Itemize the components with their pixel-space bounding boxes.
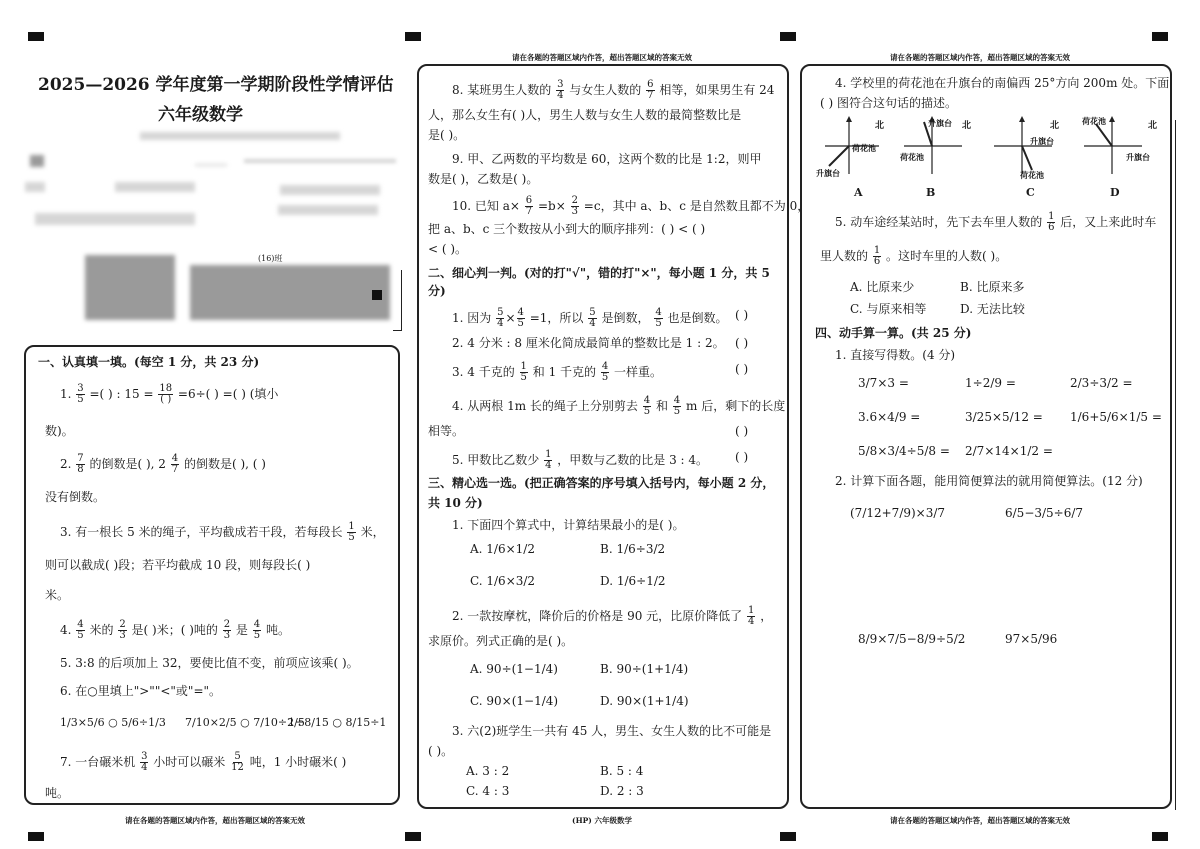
q1-7: 7. 一台碾米机 $\frac{3}{4}$ 小时可以碾米 $\frac{5}{12}$ 吨，1 小时碾米( ) [60, 751, 347, 773]
calc-expr: (7/12+7/9)×3/7 [850, 506, 946, 520]
choice-3-opt[interactable]: D. 2 : 3 [600, 784, 644, 798]
choice-5: 5. 动车途经某站时，先下去车里人数的 $\frac{1}{6}$ 后，又上来此时车 [835, 211, 1157, 233]
section-4-sub2: 2. 计算下面各题，能用简便算法的就用简便算法。(12 分) [835, 474, 1143, 488]
bracket-line [393, 270, 402, 331]
footer-center: (HP) 六年级数学 [572, 816, 632, 825]
diagram-label-b[interactable]: B [926, 186, 936, 199]
compass-place-label: 荷花池 [1082, 116, 1106, 126]
section-3-heading-cont: 共 10 分) [428, 496, 483, 510]
judge-1: 1. 因为 $\frac{5}{4}$ × $\frac{4}{5}$ =1，所以 $\frac{5}{4}$ 是倒数， $\frac{4}{5}$ 也是倒数。 [452, 307, 728, 329]
q1-3: 3. 有一根长 5 米的绳子，平均截成若干段，若每段长 $\frac{1}{5}$ 米， [60, 521, 385, 543]
choice-2-opt[interactable]: A. 90÷(1−1/4) [470, 662, 558, 676]
choice-2: 2. 一款按摩枕，降价后的价格是 90 元，比原价降低了 $\frac{1}{4}$ ， [452, 605, 773, 627]
section-2-heading-cont: 分) [428, 284, 446, 298]
registration-mark [405, 832, 421, 841]
q1-7-cont: 吨。 [45, 786, 70, 800]
choice-3-opt[interactable]: C. 4 : 3 [466, 784, 510, 798]
judge-5: 5. 甲数比乙数少 $\frac{1}{4}$ ，甲数与乙数的比是 3 : 4。 [452, 449, 709, 471]
q1-9-cont: 数是( )，乙数是( )。 [428, 172, 539, 186]
compass-north-label: 北 [1050, 121, 1060, 131]
choice-5-opt[interactable]: D. 无法比较 [960, 302, 1025, 316]
q1-10-cont: 把 a、b、c 三个数按从小到大的顺序排列：( ) < ( ) [428, 222, 706, 236]
q1-6-expr: 1÷8/15 ○ 8/15÷1 [288, 716, 387, 729]
q1-10: 10. 已知 a× $\frac{6}{7}$ =b× $\frac{2}{3}$ =c，其中 a、b、c 是自然数且都不为 0， [452, 195, 810, 217]
answer-area-notice: 请在各题的答题区域内作答，超出答题区域的答案无效 [890, 53, 1070, 62]
q1-8-cont: 人，那么女生有( )人，男生人数与女生人数的最简整数比是 [428, 108, 742, 122]
redacted-info [195, 164, 227, 166]
calc-item: 2/3÷3/2 = [1070, 376, 1133, 390]
choice-2-opt[interactable]: D. 90×(1+1/4) [600, 694, 689, 708]
calc-item: 3.6×4/9 = [858, 410, 921, 424]
judge-mark[interactable]: ( ) [735, 450, 749, 464]
diagram-label-d[interactable]: D [1110, 186, 1120, 199]
judge-mark[interactable]: ( ) [735, 336, 749, 350]
choice-3: 3. 六(2)班学生一共有 45 人，男生、女生人数的比不可能是 [452, 724, 772, 738]
compass-place-label: 荷花池 [852, 143, 876, 153]
marker-square [372, 290, 382, 300]
section-1-panel [24, 345, 400, 805]
registration-mark [780, 832, 796, 841]
compass-place-label: 升旗台 [1126, 152, 1150, 162]
registration-mark [1152, 832, 1168, 841]
choice-1-opt[interactable]: B. 1/6÷3/2 [600, 542, 666, 556]
section-1-heading: 一、认真填一填。(每空 1 分，共 23 分) [38, 355, 260, 369]
q1-6-expr: 7/10×2/5 ○ 7/10÷2/5 [185, 716, 305, 729]
compass-diagram-c [988, 116, 1058, 178]
choice-2-cont: 求原价。列式正确的是( )。 [428, 634, 574, 648]
redacted-info [278, 205, 378, 215]
calc-expr: 6/5−3/5÷6/7 [1005, 506, 1084, 520]
calc-expr: 8/9×7/5−8/9÷5/2 [858, 632, 966, 646]
q1-6-expr: 1/3×5/6 ○ 5/6÷1/3 [60, 716, 166, 729]
q1-2-cont: 没有倒数。 [45, 490, 106, 504]
q1-1: 1. $\frac{3}{5}$ =( ) : 15 = 18 ( ) =6÷( ) =( ) (填小 [60, 383, 279, 405]
calc-item: 3/25×5/12 = [965, 410, 1043, 424]
section-4-sub1: 1. 直接写得数。(4 分) [835, 348, 956, 362]
diagram-label-a[interactable]: A [854, 186, 863, 199]
class-label: (16)班 [258, 254, 283, 263]
registration-mark [1152, 32, 1168, 41]
redacted-info [85, 255, 175, 320]
choice-3-opt[interactable]: B. 5 : 4 [600, 764, 644, 778]
judge-2: 2. 4 分米 : 8 厘米化简成最简单的整数比是 1 : 2。 [452, 336, 725, 350]
choice-1-opt[interactable]: C. 1/6×3/2 [470, 574, 536, 588]
judge-mark[interactable]: ( ) [735, 308, 749, 322]
section-3-heading: 三、精心选一选。(把正确答案的序号填入括号内，每小题 2 分， [428, 476, 775, 490]
q1-4: 4. $\frac{4}{5}$ 米的 $\frac{2}{3}$ 是( )米；( )吨的 $\frac{2}{3}$ 是 $\frac{4}{5}$ 吨。 [60, 619, 290, 641]
judge-4-cont: 相等。 [428, 424, 465, 438]
calc-item: 3/7×3 = [858, 376, 909, 390]
answer-area-notice: 请在各题的答题区域内作答，超出答题区域的答案无效 [125, 816, 305, 825]
calc-expr: 97×5/96 [1005, 632, 1058, 646]
q1-9: 9. 甲、乙两数的平均数是 60，这两个数的比是 1:2，则甲 [452, 152, 762, 166]
judge-3: 3. 4 千克的 $\frac{1}{5}$ 和 1 千克的 $\frac{4}{5}$ 一样重。 [452, 361, 663, 383]
compass-place-label: 升旗台 [928, 118, 952, 128]
section-2-heading: 二、细心判一判。(对的打"√"，错的打"×"，每小题 1 分，共 5 [428, 266, 770, 280]
redacted-info [35, 213, 195, 225]
compass-north-label: 北 [875, 121, 885, 131]
exam-title: 2025—2026 学年度第一学期阶段性学情评估 [38, 75, 394, 95]
q1-3-cont2: 米。 [45, 588, 70, 602]
registration-mark [28, 32, 44, 41]
judge-mark[interactable]: ( ) [735, 424, 749, 438]
answer-area-notice: 请在各题的答题区域内作答，超出答题区域的答案无效 [890, 816, 1070, 825]
redacted-info [140, 132, 340, 140]
choice-1-opt[interactable]: D. 1/6÷1/2 [600, 574, 666, 588]
diagram-label-c[interactable]: C [1026, 186, 1035, 199]
registration-mark [780, 32, 796, 41]
choice-4-cont: ( ) 图符合这句话的描述。 [820, 96, 957, 110]
choice-1: 1. 下面四个算式中，计算结果最小的是( )。 [452, 518, 685, 532]
choice-3-opt[interactable]: A. 3 : 2 [466, 764, 510, 778]
choice-4: 4. 学校里的荷花池在升旗台的南偏西 25°方向 200m 处。下面 [835, 76, 1170, 90]
redacted-info [280, 185, 380, 195]
q1-5: 5. 3:8 的后项加上 32，要使比值不变，前项应该乘( )。 [60, 656, 359, 670]
answer-area-notice: 请在各题的答题区域内作答，超出答题区域的答案无效 [512, 53, 692, 62]
redacted-info [245, 160, 395, 168]
registration-mark [405, 32, 421, 41]
calc-item: 1/6+5/6×1/5 = [1070, 410, 1162, 424]
compass-place-label: 荷花池 [1020, 170, 1044, 180]
redacted-info [30, 155, 44, 167]
choice-1-opt[interactable]: A. 1/6×1/2 [470, 542, 535, 556]
judge-4: 4. 从两根 1m 长的绳子上分别剪去 $\frac{4}{5}$ 和 $\frac{4}{5}$ m 后，剩下的长度 [452, 395, 786, 417]
redacted-info [190, 265, 390, 320]
margin-line [1175, 120, 1176, 810]
q1-2: 2. $\frac{7}{8}$ 的倒数是( ), 2 $\frac{4}{7}$ 的倒数是( ), ( ) [60, 453, 266, 475]
section-4-heading: 四、动手算一算。(共 25 分) [815, 326, 972, 340]
calc-item: 5/8×3/4÷5/8 = [858, 444, 950, 458]
q1-8-cont2: 是( )。 [428, 128, 466, 142]
choice-2-opt[interactable]: B. 90÷(1+1/4) [600, 662, 689, 676]
choice-5-cont: 里人数的 $\frac{1}{6}$ 。这时车里的人数( )。 [820, 245, 1008, 267]
registration-mark [28, 832, 44, 841]
compass-place-label: 荷花池 [900, 152, 924, 162]
q1-1-cont: 数)。 [45, 424, 74, 438]
redacted-info [25, 182, 45, 192]
q1-8: 8. 某班男生人数的 $\frac{3}{4}$ 与女生人数的 $\frac{6}{7}$ 相等，如果男生有 24 [452, 79, 775, 101]
compass-place-label: 升旗台 [816, 168, 840, 178]
redacted-info [115, 182, 195, 192]
q1-6: 6. 在○里填上">""<"或"="。 [60, 684, 222, 698]
judge-mark[interactable]: ( ) [735, 362, 749, 376]
compass-place-label: 升旗台 [1030, 136, 1054, 146]
compass-north-label: 北 [962, 121, 972, 131]
calc-item: 1÷2/9 = [965, 376, 1016, 390]
compass-north-label: 北 [1148, 121, 1158, 131]
choice-5-opt[interactable]: C. 与原来相等 [850, 302, 927, 316]
q1-3-cont: 则可以截成( )段；若平均截成 10 段，则每段长( ) [45, 558, 311, 572]
q1-10-cont2: < ( )。 [428, 242, 468, 256]
calc-item: 2/7×14×1/2 = [965, 444, 1053, 458]
choice-5-opt[interactable]: A. 比原来少 [850, 280, 915, 294]
choice-5-opt[interactable]: B. 比原来多 [960, 280, 1025, 294]
exam-subtitle: 六年级数学 [158, 105, 243, 125]
choice-3-cont: ( )。 [428, 744, 454, 758]
choice-2-opt[interactable]: C. 90×(1−1/4) [470, 694, 559, 708]
